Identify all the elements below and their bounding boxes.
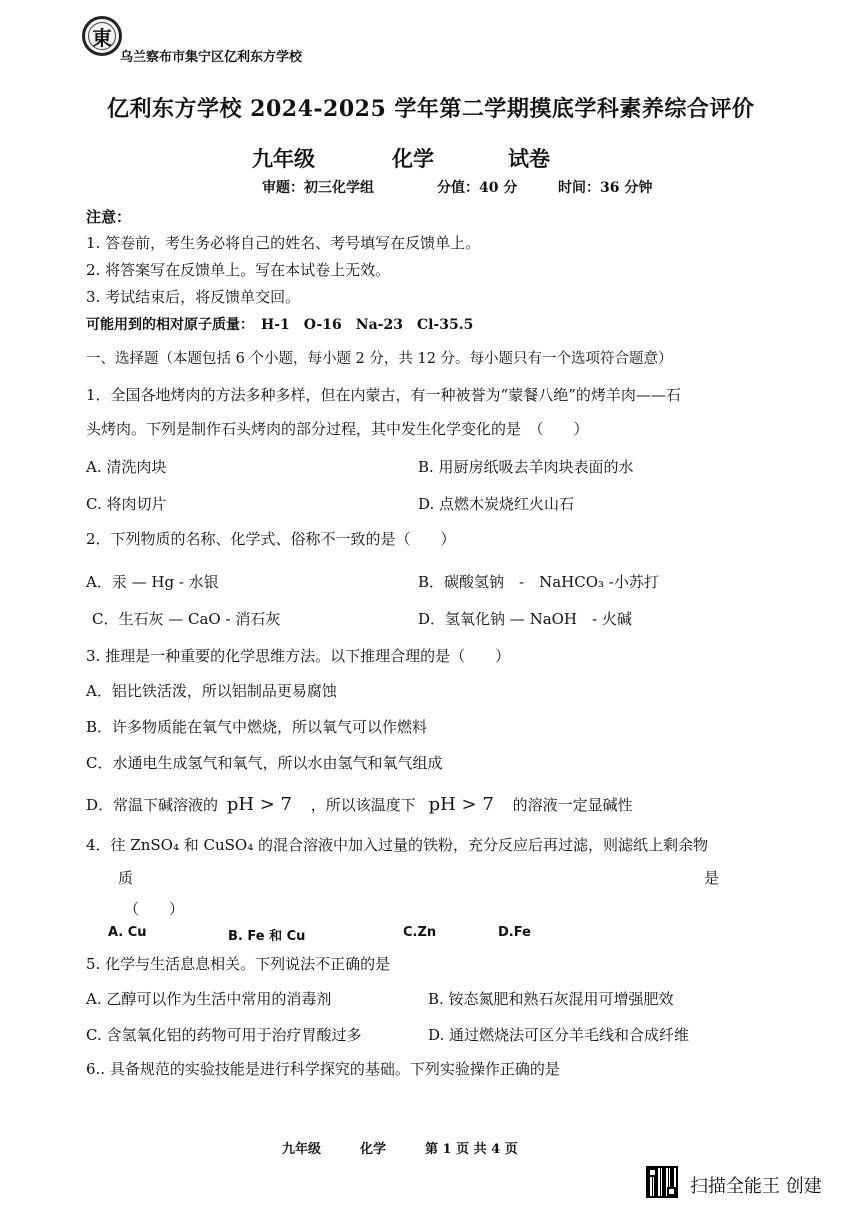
q3-option-d: [86, 794, 633, 815]
atomic-masses: 可能用到的相对原子质量： H-1 O-16 Na-23 Cl-35.5: [86, 317, 474, 333]
notes-heading: 注意：: [86, 208, 132, 226]
answer-blank: （ ）: [124, 900, 185, 918]
note-item: 3. 考试结束后，将反馈单交回。: [86, 288, 301, 306]
question-2-stem: 2．下列物质的名称、化学式、俗称不一致的是（ ）: [86, 530, 456, 548]
q3-option-c: C．水通电生成氢气和氧气，所以水由氢气和氧气组成: [86, 754, 443, 772]
q2-option-a: A．汞 — Hg - 水银: [86, 573, 219, 591]
ph-expression: pH > 7: [226, 794, 293, 815]
q4-option-a: A. Cu: [108, 925, 147, 940]
note-item: 2. 将答案写在反馈单上。写在本试卷上无效。: [86, 261, 391, 279]
question-4-stem-cont: 质: [118, 869, 134, 887]
q4-option-c: C.Zn: [403, 925, 437, 940]
exam-score: 分值：40 分: [437, 180, 518, 196]
q1-option-b: B. 用厨房纸吸去羊肉块表面的水: [418, 458, 634, 476]
q4-option-b: B. Fe 和 Cu: [228, 929, 306, 944]
q5-option-a: A. 乙醇可以作为生活中常用的消毒剂: [86, 990, 332, 1008]
q5-option-c: C. 含氢氧化铝的药物可用于治疗胃酸过多: [86, 1026, 362, 1044]
q2-option-b: B．碳酸氢钠 - NaHCO₃ -小苏打: [418, 573, 659, 591]
question-1-stem: 1．全国各地烤肉的方法多种多样，但在内蒙古，有一种被誉为“蒙餐八绝”的烤羊肉——石: [86, 386, 681, 404]
ph-expression: pH > 7: [428, 794, 494, 815]
q3-d-text-2: ，所以该温度下: [310, 796, 416, 814]
q5-option-b: B. 铵态氮肥和熟石灰混用可增强肥效: [428, 990, 674, 1008]
exam-title: 亿利东方学校 2024-2025 学年第二学期摸底学科素养综合评价: [107, 96, 755, 122]
question-6-stem: 6.. 具备规范的实验技能是进行科学探究的基础。下列实验操作正确的是: [86, 1060, 560, 1078]
question-5-stem: 5. 化学与生活息息相关。下列说法不正确的是: [86, 955, 391, 973]
page-footer: 九年级 化学 第 1 页 共 4 页: [282, 1142, 518, 1157]
q3-d-text-1: D．常温下碱溶液的: [86, 796, 219, 814]
question-1-stem-cont: 头烤肉。下列是制作石头烤肉的部分过程，其中发生化学变化的是 （ ）: [86, 420, 589, 438]
q3-option-a: A．铝比铁活泼，所以铝制品更易腐蚀: [86, 682, 337, 700]
section-heading: 一、选择题（本题包括 6 个小题，每小题 2 分，共 12 分。每小题只有一个选项符合题意）: [86, 351, 673, 367]
exam-paper: 试卷: [508, 146, 550, 171]
q3-option-b: B．许多物质能在氧气中燃烧，所以氧气可以作燃料: [86, 718, 428, 736]
q5-option-d: D. 通过燃烧法可区分羊毛线和合成纤维: [428, 1026, 690, 1044]
exam-grade: 九年级: [252, 146, 315, 171]
school-name: 乌兰察布市集宁区亿利东方学校: [120, 50, 303, 65]
question-4-stem: 4．往 ZnSO₄ 和 CuSO₄ 的混合溶液中加入过量的铁粉，充分反应后再过滤，则滤纸上剩余物: [86, 836, 709, 854]
q2-option-c: C．生石灰 — CaO - 消石灰: [92, 610, 281, 628]
q1-option-d: D. 点燃木炭烧红火山石: [418, 495, 575, 513]
scanner-app-credit: 扫描全能王 创建: [690, 1176, 822, 1197]
question-3-stem: 3. 推理是一种重要的化学思维方法。以下推理合理的是（ ）: [86, 647, 511, 665]
exam-subject: 化学: [392, 146, 434, 171]
question-4-stem-end: 是: [704, 869, 720, 887]
school-logo: 東: [82, 16, 122, 56]
qr-code-icon: [646, 1166, 678, 1198]
q1-option-c: C. 将肉切片: [86, 495, 167, 513]
q3-d-text-3: 的溶液一定显碱性: [512, 796, 633, 814]
q4-option-d: D.Fe: [498, 925, 531, 940]
note-item: 1. 答卷前，考生务必将自己的姓名、考号填写在反馈单上。: [86, 234, 481, 252]
q2-option-d: D．氢氧化钠 — NaOH - 火碱: [418, 610, 632, 628]
exam-reviewer: 审题：初三化学组: [262, 180, 374, 196]
exam-time: 时间：36 分钟: [558, 180, 653, 196]
q1-option-a: A. 清洗肉块: [86, 458, 167, 476]
